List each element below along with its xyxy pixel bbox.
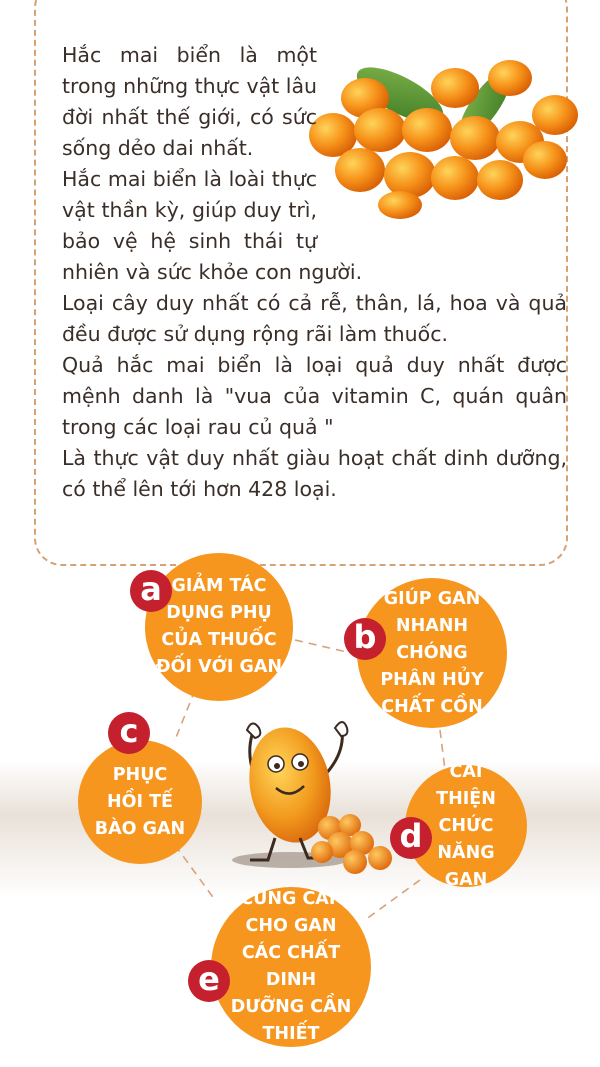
intro-paragraph: Là thực vật duy nhất giàu hoạt chất dinh dưỡng, có thể lên tới hơn 428 loại.: [62, 446, 567, 501]
badge-c: c: [108, 712, 150, 754]
intro-paragraph: Loại cây duy nhất có cả rễ, thân, lá, hoa và quả đều được sử dụng rộng rãi làm thuốc.: [62, 291, 567, 346]
benefit-circle-c: [78, 740, 202, 864]
benefit-label: PHỤC HỒI TẾ BÀO GAN: [94, 764, 186, 839]
mascot-icon: [230, 700, 410, 890]
intro-paragraph: Hắc mai biển là loài thực vật thần kỳ, giúp duy trì, bảo vệ hệ sinh thái tự nhiên và sức khỏe con người.: [62, 167, 363, 284]
benefit-label: CẢI THIỆN CHỨC NĂNG GAN: [436, 761, 496, 890]
badge-d: d: [390, 817, 432, 859]
intro-paragraph: Quả hắc mai biển là loại quả duy nhất được mệnh danh là "vua của vitamin C, quán quân trong các loại rau củ quả ": [62, 353, 567, 439]
benefit-label: GIẢM TÁC DỤNG PHỤ CỦA THUỐC ĐỐI VỚI GAN: [155, 576, 283, 677]
badge-b: b: [344, 618, 386, 660]
benefit-label: CUNG CẤP CHO GAN CÁC CHẤT DINH DƯỠNG CẦN THIẾT: [230, 889, 352, 1044]
benefit-label: GIÚP GAN NHANH CHÓNG PHÂN HỦY CHẤT CỒN: [380, 588, 484, 717]
benefit-circle-a: [145, 553, 293, 701]
intro-paragraph: Hắc mai biển là một trong những thực vật lâu đời nhất thế giới, có sức sống dẻo dai nhất.: [62, 43, 317, 160]
badge-e: e: [188, 960, 230, 1002]
benefit-circle-e: [211, 887, 371, 1047]
badge-a: a: [130, 570, 172, 612]
